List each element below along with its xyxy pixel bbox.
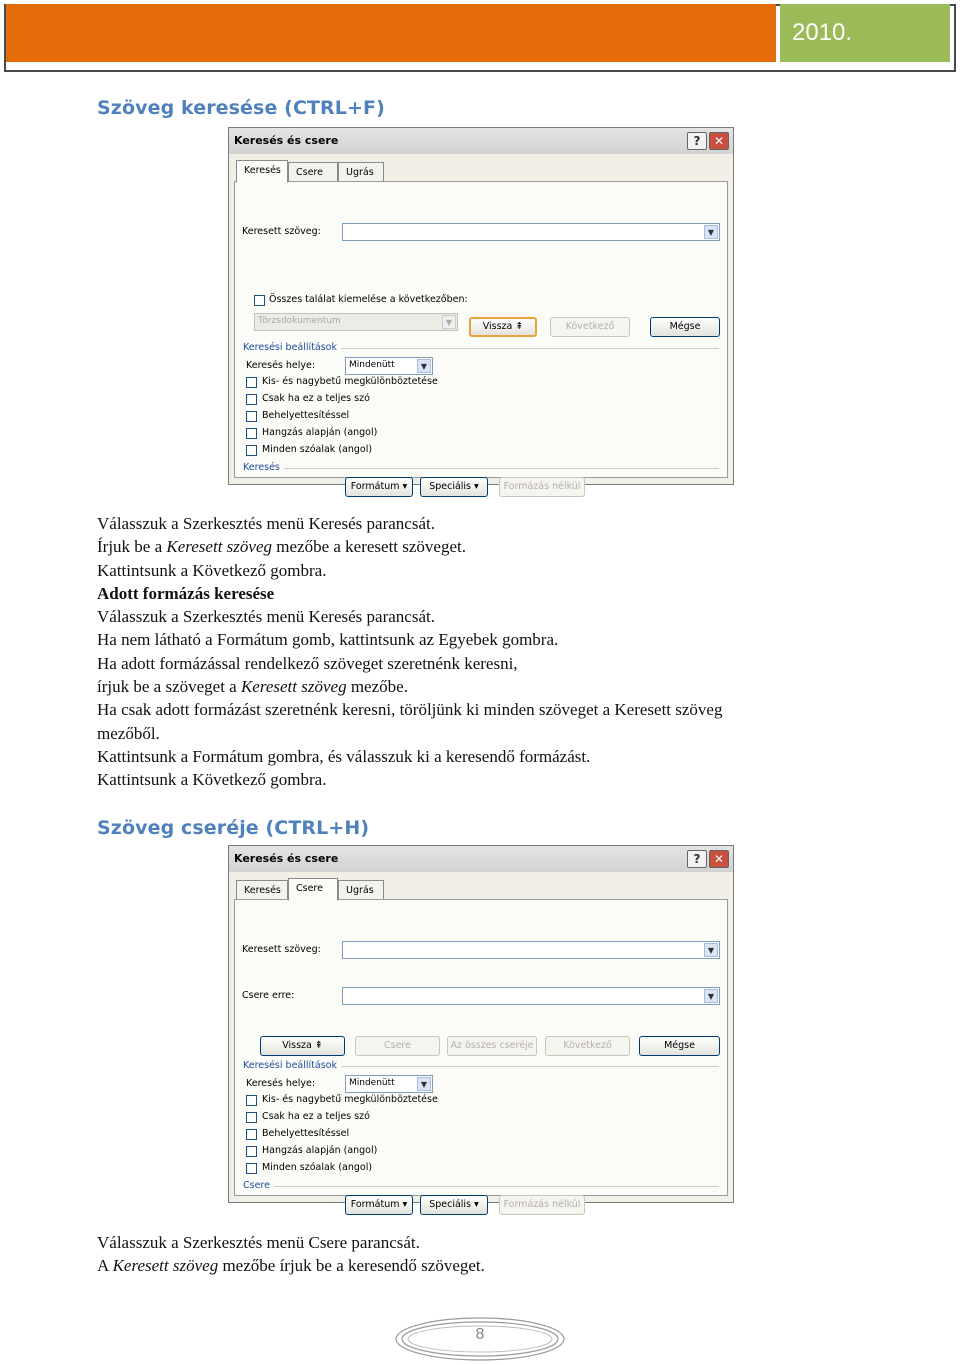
section-title-search: Szöveg keresése (CTRL+F): [97, 97, 385, 119]
search-scope-select[interactable]: [345, 357, 433, 375]
back-button[interactable]: Vissza ⇞: [469, 317, 537, 337]
highlight-label: Összes találat kiemelése a következőben:: [269, 294, 468, 305]
option-checkbox[interactable]: [246, 1129, 257, 1140]
scope-select: [254, 313, 458, 331]
subheading: [97, 582, 897, 605]
text-line: Ha csak adott formázást szeretnénk keresni, töröljünk ki minden szöveget a Keresett szöveg: [97, 700, 723, 720]
tab-replace[interactable]: Csere: [288, 878, 338, 901]
text-run-italic: Keresett szöveg: [166, 537, 272, 557]
replace-group-label: Csere: [243, 1180, 274, 1191]
text-line: Kattintsunk a Következő gombra.: [97, 770, 327, 790]
tab-panel: [234, 899, 728, 1210]
chevron-down-icon: ▼: [442, 315, 456, 329]
next-button: Következő: [550, 317, 630, 337]
find-input[interactable]: [342, 941, 720, 959]
options-group: [243, 342, 719, 353]
dialog-title: Keresés és csere: [234, 852, 339, 865]
close-icon[interactable]: ✕: [709, 850, 729, 868]
replace-input[interactable]: [342, 987, 720, 1005]
highlight-checkbox[interactable]: [254, 295, 265, 306]
replace-label: Csere erre:: [242, 990, 295, 1001]
options-group: [243, 1060, 719, 1071]
special-button[interactable]: Speciális ▾: [420, 1195, 488, 1215]
option-sounds-like: Hangzás alapján (angol): [262, 1145, 378, 1156]
find-dialog: [228, 127, 734, 492]
option-sounds-like: Hangzás alapján (angol): [262, 427, 378, 438]
option-all-forms: Minden szóalak (angol): [262, 1162, 373, 1173]
search-scope-value: Mindenütt: [349, 1078, 395, 1088]
option-checkbox[interactable]: [246, 1163, 257, 1174]
find-label: Keresett szöveg:: [242, 944, 321, 955]
no-formatting-button: Formázás nélkül: [499, 477, 585, 497]
find-input[interactable]: [342, 223, 720, 241]
replace-dialog: [228, 845, 734, 1210]
text-line: Ha nem látható a Formátum gomb, kattintsunk az Egyebek gombra.: [97, 630, 559, 650]
find-label: Keresett szöveg:: [242, 226, 321, 237]
option-checkbox[interactable]: [246, 1146, 257, 1157]
text-line: [97, 675, 897, 698]
text-line: Kattintsunk a Következő gombra.: [97, 560, 327, 580]
text-line: Kattintsunk a Formátum gombra, és válasszuk ki a keresendő formázást.: [97, 746, 591, 766]
instructions-search: [97, 512, 897, 792]
header-orange-band: [6, 4, 776, 62]
text-run: mezőbe írjuk be a keresendő szöveget.: [218, 1256, 485, 1276]
replace-group: [243, 1180, 719, 1191]
help-icon[interactable]: ?: [687, 850, 707, 868]
find-group: [243, 462, 719, 473]
option-checkbox[interactable]: [246, 1095, 257, 1106]
option-checkbox[interactable]: [246, 377, 257, 388]
text-line: mezőből.: [97, 723, 160, 743]
text-run: Írjuk be a: [97, 537, 167, 557]
option-all-forms: Minden szóalak (angol): [262, 444, 373, 455]
text-line: Ha adott formázással rendelkező szöveget szeretnénk keresni,: [97, 653, 518, 673]
option-checkbox[interactable]: [246, 394, 257, 405]
format-button[interactable]: Formátum ▾: [345, 477, 413, 497]
replace-button: Csere: [355, 1036, 440, 1056]
close-icon[interactable]: ✕: [709, 132, 729, 150]
chevron-down-icon[interactable]: ▼: [704, 989, 718, 1003]
format-button[interactable]: Formátum ▾: [345, 1195, 413, 1215]
dialog-body: [229, 154, 733, 492]
dialog-titlebar: [229, 128, 733, 154]
cancel-button[interactable]: Mégse: [650, 317, 720, 337]
next-button: Következő: [545, 1036, 630, 1056]
section-title-replace: Szöveg cseréje (CTRL+H): [97, 817, 370, 839]
search-scope-value: Mindenütt: [349, 360, 395, 370]
option-whole-word: Csak ha ez a teljes szó: [262, 393, 370, 404]
instructions-replace: [97, 1231, 897, 1278]
tab-find[interactable]: Keresés: [236, 880, 288, 900]
tab-goto[interactable]: Ugrás: [338, 880, 384, 900]
text-line: Válasszuk a Szerkesztés menü Keresés parancsát.: [97, 514, 435, 533]
header-year: 2010.: [780, 4, 950, 62]
special-button[interactable]: Speciális ▾: [420, 477, 488, 497]
chevron-down-icon[interactable]: ▼: [704, 225, 718, 239]
text-line: Válasszuk a Szerkesztés menü Keresés parancsát.: [97, 607, 435, 627]
search-scope-select[interactable]: [345, 1075, 433, 1093]
search-scope-label: Keresés helye:: [246, 360, 316, 371]
option-checkbox[interactable]: [246, 1112, 257, 1123]
dialog-title: Keresés és csere: [234, 134, 339, 147]
search-scope-label: Keresés helye:: [246, 1078, 316, 1089]
text-run: mezőbe a keresett szöveget.: [272, 537, 466, 557]
cancel-button[interactable]: Mégse: [639, 1036, 720, 1056]
option-wildcards: Behelyettesítéssel: [262, 410, 350, 421]
subheading-text: Adott formázás keresése: [97, 583, 275, 603]
tab-replace[interactable]: Csere: [288, 162, 338, 182]
no-formatting-button: Formázás nélkül: [499, 1195, 585, 1215]
dialog-body: [229, 872, 733, 1210]
option-whole-word: Csak ha ez a teljes szó: [262, 1111, 370, 1122]
back-button[interactable]: Vissza ⇞: [260, 1036, 345, 1056]
option-match-case: Kis- és nagybetű megkülönböztetése: [262, 376, 438, 387]
text-line: Válasszuk a Szerkesztés menü Csere parancsát.: [97, 1233, 420, 1252]
chevron-down-icon[interactable]: ▼: [417, 359, 431, 373]
text-run-italic: Keresett szöveg: [240, 677, 347, 697]
replace-all-button: Az összes cseréje: [447, 1036, 537, 1056]
tab-panel: [234, 181, 728, 492]
page-number: 8: [475, 1326, 485, 1343]
dialog-titlebar: [229, 846, 733, 872]
chevron-down-icon[interactable]: ▼: [417, 1077, 431, 1091]
option-wildcards: Behelyettesítéssel: [262, 1128, 350, 1139]
options-group-label: Keresési beállítások: [243, 1060, 341, 1071]
text-run: A: [97, 1256, 113, 1276]
text-run: írjuk be a szöveget a: [97, 677, 241, 697]
options-group-label: Keresési beállítások: [243, 342, 341, 353]
option-match-case: Kis- és nagybetű megkülönböztetése: [262, 1094, 438, 1105]
text-line: [97, 1254, 897, 1277]
tab-goto[interactable]: Ugrás: [338, 162, 384, 182]
find-group-label: Keresés: [243, 462, 284, 473]
scope-value: Törzsdokumentum: [258, 316, 341, 326]
text-run-italic: Keresett szöveg: [112, 1256, 219, 1276]
option-checkbox[interactable]: [246, 411, 257, 422]
option-checkbox[interactable]: [246, 428, 257, 439]
text-line: [97, 535, 897, 558]
help-icon[interactable]: ?: [687, 132, 707, 150]
chevron-down-icon[interactable]: ▼: [704, 943, 718, 957]
tab-find[interactable]: Keresés: [236, 160, 288, 183]
option-checkbox[interactable]: [246, 445, 257, 456]
text-run: mezőbe.: [346, 677, 408, 697]
